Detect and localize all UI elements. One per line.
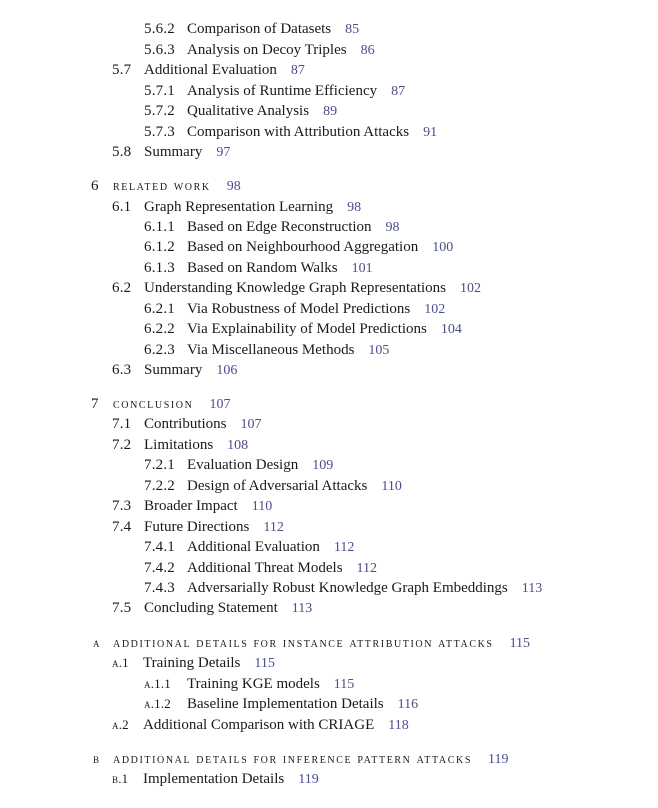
entry-title: Additional Threat Models — [187, 560, 343, 576]
entry-title: Adversarially Robust Knowledge Graph Embeddings — [187, 580, 508, 596]
entry-number: 7.2.1 — [144, 457, 175, 473]
entry-title: Additional Evaluation — [187, 539, 320, 555]
entry-page: 104 — [440, 322, 462, 337]
toc-entry-6-3[interactable] — [112, 360, 237, 380]
entry-title: Broader Impact — [144, 498, 238, 514]
entry-title: Via Explainability of Model Predictions — [187, 321, 427, 337]
entry-number: 6.1.3 — [144, 260, 175, 276]
toc-entry-b-1[interactable] — [112, 769, 319, 789]
toc-entry-7-2-1[interactable] — [144, 455, 333, 475]
entry-title: Based on Random Walks — [187, 260, 338, 276]
toc-entry-5-7-1[interactable] — [144, 81, 405, 101]
toc-entry-7-4-1[interactable] — [144, 537, 354, 557]
entry-number: 5.6.3 — [144, 42, 175, 58]
entry-number: 5.8 — [112, 144, 132, 160]
entry-title: Baseline Implementation Details — [187, 696, 384, 712]
chapter-number: 6 — [91, 178, 99, 194]
toc-entry-7-2[interactable] — [112, 435, 248, 455]
toc-entry-7-4-2[interactable] — [144, 558, 377, 578]
entry-title: Graph Representation Learning — [144, 199, 334, 215]
entry-page: 105 — [368, 343, 390, 358]
entry-page: 86 — [360, 43, 375, 58]
toc-entry-6-1-3[interactable] — [144, 258, 373, 278]
appendix-page: 119 — [488, 752, 509, 767]
entry-title: Understanding Knowledge Graph Representations — [144, 280, 447, 296]
entry-number: b.1 — [112, 771, 129, 786]
entry-page: 112 — [263, 520, 284, 535]
entry-number: a.1.1 — [144, 676, 171, 691]
toc-entry-7-2-2[interactable] — [144, 476, 402, 496]
entry-page: 102 — [460, 281, 482, 296]
toc-entry-6-2-1[interactable] — [144, 299, 445, 319]
entry-number: a.1 — [112, 655, 129, 670]
entry-page: 91 — [423, 125, 438, 140]
entry-page: 102 — [424, 302, 446, 317]
toc-entry-5-8[interactable] — [112, 142, 230, 162]
toc-entry-a-1[interactable] — [112, 653, 275, 673]
entry-number: 5.6.2 — [144, 21, 175, 37]
entry-number: 7.4.1 — [144, 539, 175, 555]
toc-entry-7-1[interactable] — [112, 414, 262, 434]
appendix-letter: a — [93, 635, 100, 650]
chapter-title: related work — [113, 179, 211, 194]
entry-number: 7.2.2 — [144, 478, 175, 494]
entry-title: Contributions — [144, 416, 227, 432]
appendix-letter: b — [93, 751, 100, 766]
entry-number: 7.4.2 — [144, 560, 175, 576]
entry-page: 115 — [254, 656, 275, 671]
entry-number: 6.2.1 — [144, 301, 175, 317]
entry-page: 116 — [397, 697, 419, 712]
entry-number: 6.3 — [112, 362, 132, 378]
entry-number: 7.4 — [112, 519, 132, 535]
toc-entry-5-7[interactable] — [112, 60, 305, 80]
entry-page: 112 — [333, 540, 355, 555]
entry-page: 113 — [521, 581, 543, 596]
entry-title: Summary — [144, 362, 203, 378]
entry-number: 6.1.2 — [144, 239, 175, 255]
entry-page: 87 — [391, 84, 406, 99]
toc-entry-5-6-2[interactable] — [144, 19, 359, 39]
entry-title: Additional Comparison with CRIAGE — [143, 717, 375, 733]
entry-number: 6.1.1 — [144, 219, 175, 235]
toc-entry-7-4[interactable] — [112, 517, 284, 537]
entry-page: 89 — [323, 104, 338, 119]
toc-entry-5-7-2[interactable] — [144, 101, 337, 121]
chapter-page: 107 — [209, 397, 231, 412]
entry-page: 109 — [312, 458, 334, 473]
toc-entry-6-2[interactable] — [112, 278, 481, 298]
toc-entry-a-1-1[interactable] — [144, 674, 354, 694]
appendix-title: additional details for instance attribution attacks — [113, 636, 494, 651]
entry-title: Summary — [144, 144, 203, 160]
appendix-title: additional details for inference pattern attacks — [113, 752, 472, 767]
entry-number: 6.2.3 — [144, 342, 175, 358]
entry-number: 6.2 — [112, 280, 132, 296]
entry-page: 115 — [333, 677, 355, 692]
toc-appendix-b[interactable] — [93, 749, 508, 769]
toc-entry-7-4-3[interactable] — [144, 578, 542, 598]
entry-number: a.1.2 — [144, 696, 171, 711]
entry-title: Comparison with Attribution Attacks — [187, 124, 410, 140]
entry-title: Based on Neighbourhood Aggregation — [187, 239, 419, 255]
entry-page: 118 — [388, 718, 409, 733]
entry-title: Qualitative Analysis — [187, 103, 310, 119]
entry-page: 110 — [381, 479, 402, 494]
entry-page: 106 — [216, 363, 238, 378]
toc-entry-5-7-3[interactable] — [144, 122, 437, 142]
entry-title: Via Miscellaneous Methods — [187, 342, 355, 358]
entry-page: 108 — [227, 438, 249, 453]
toc-chapter-6[interactable] — [91, 176, 241, 196]
entry-page: 97 — [216, 145, 231, 160]
entry-page: 112 — [356, 561, 378, 576]
entry-number: 6.2.2 — [144, 321, 175, 337]
toc-entry-6-2-3[interactable] — [144, 340, 389, 360]
entry-title: Evaluation Design — [187, 457, 299, 473]
toc-entry-a-1-2[interactable] — [144, 694, 418, 714]
toc-entry-a-2[interactable] — [112, 715, 409, 735]
entry-title: Implementation Details — [143, 771, 285, 787]
entry-page: 101 — [351, 261, 373, 276]
entry-title: Future Directions — [144, 519, 250, 535]
entry-page: 119 — [298, 772, 319, 787]
toc-entry-7-3[interactable] — [112, 496, 272, 516]
entry-number: 5.7 — [112, 62, 132, 78]
entry-title: Training KGE models — [187, 676, 320, 692]
entry-title: Analysis on Decoy Triples — [187, 42, 347, 58]
chapter-page: 98 — [226, 179, 241, 194]
toc-entry-7-5[interactable] — [112, 598, 312, 618]
entry-page: 98 — [385, 220, 400, 235]
entry-page: 113 — [291, 601, 313, 616]
entry-page: 98 — [347, 200, 362, 215]
toc-entry-5-6-3[interactable] — [144, 40, 375, 60]
entry-title: Concluding Statement — [144, 600, 278, 616]
entry-title: Via Robustness of Model Predictions — [187, 301, 411, 317]
entry-title: Limitations — [144, 437, 214, 453]
entry-title: Based on Edge Reconstruction — [187, 219, 372, 235]
entry-page: 107 — [240, 417, 262, 432]
entry-number: 7.2 — [112, 437, 132, 453]
chapter-number: 7 — [91, 396, 99, 412]
entry-page: 100 — [432, 240, 454, 255]
toc-chapter-7[interactable] — [91, 394, 230, 414]
toc-entry-6-1-1[interactable] — [144, 217, 400, 237]
entry-page: 85 — [345, 22, 360, 37]
entry-page: 87 — [290, 63, 305, 78]
toc-entry-6-1[interactable] — [112, 197, 361, 217]
entry-number: 7.3 — [112, 498, 132, 514]
toc-entry-6-2-2[interactable] — [144, 319, 462, 339]
entry-title: Analysis of Runtime Efficiency — [187, 83, 378, 99]
entry-number: 7.4.3 — [144, 580, 175, 596]
entry-number: 5.7.1 — [144, 83, 175, 99]
entry-title: Training Details — [143, 655, 241, 671]
entry-number: a.2 — [112, 717, 129, 732]
entry-number: 5.7.2 — [144, 103, 175, 119]
entry-number: 7.5 — [112, 600, 132, 616]
entry-title: Additional Evaluation — [144, 62, 277, 78]
entry-page: 110 — [251, 499, 273, 514]
entry-number: 5.7.3 — [144, 124, 175, 140]
toc-appendix-a[interactable] — [93, 633, 530, 653]
entry-number: 7.1 — [112, 416, 132, 432]
entry-number: 6.1 — [112, 199, 132, 215]
appendix-page: 115 — [509, 636, 531, 651]
entry-title: Comparison of Datasets — [187, 21, 332, 37]
chapter-title: conclusion — [113, 397, 194, 412]
toc-entry-6-1-2[interactable] — [144, 237, 453, 257]
entry-title: Design of Adversarial Attacks — [187, 478, 368, 494]
